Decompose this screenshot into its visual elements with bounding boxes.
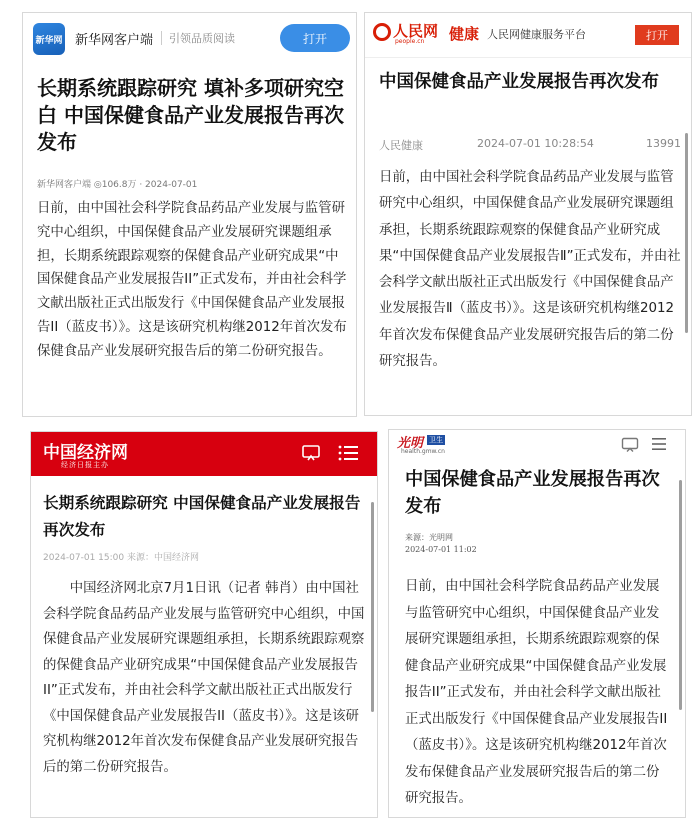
article-views: 13991 bbox=[646, 137, 681, 150]
article-body: 日前，由中国社会科学院食品药品产业发展与监管研究中心组织，中国保健食品产业发展研究课题组承担，长期系统跟踪观察的保健食品产业研究成果“中国保健食品产业发展报告Ⅱ”正式发布，并由社会科学文献出版社正式出版发行《中国保健食品产业发展报告Ⅱ（蓝皮书）》。这是该研究机构继2012年首次发布保健食品产业发展研究报告后的第二份研究报告。 bbox=[379, 170, 681, 370]
people-logo-mark bbox=[373, 23, 391, 41]
article-body: 日前，由中国社会科学院食品药品产业发展与监管研究中心组织，中国保健食品产业发展研究课题组承担，长期系统跟踪观察的保健食品产业研究成果“中国保健食品产业发展报告II”正式发布，并由社会科学文献出版社正式出版发行《中国保健食品产业发展报告II（蓝皮书）》。这是该研究机构继2012年首次发布保健食品产业发展研究报告后的第二份研究报告。 bbox=[37, 201, 347, 359]
gm-logo-text: 光明 bbox=[397, 436, 424, 451]
article-source: 来源：光明网 bbox=[405, 533, 453, 542]
article-meta: 2024-07-01 15:00 来源：中国经济网 bbox=[43, 553, 199, 563]
article-title: 长期系统跟踪研究 中国保健食品产业发展报告再次发布 bbox=[43, 494, 361, 539]
menu-icon[interactable] bbox=[337, 443, 359, 463]
screen-icon[interactable] bbox=[621, 436, 639, 454]
gm-logo-sub: health.gmw.cn bbox=[401, 448, 445, 455]
article-body: 日前，由中国社会科学院食品药品产业发展与监管研究中心组织，中国保健食品产业发展研究课题组承担，长期系统跟踪观察的保健食品产业研究成果“中国保健食品产业发展报告II”正式发布，并由社会科学文献出版社正式出版发行《中国保健食品产业发展报告II（蓝皮书）》。这是该研究机构继2012年首次发布保健食品产业发展研究报告后的第二份研究报告。 bbox=[405, 579, 668, 806]
article-title: 中国保健食品产业发展报告再次发布 bbox=[405, 469, 660, 517]
people-logo-text: 人民网 bbox=[393, 22, 439, 40]
screen-icon[interactable] bbox=[301, 443, 321, 463]
scrollbar[interactable] bbox=[679, 480, 682, 710]
xinhua-app-banner bbox=[23, 13, 356, 63]
article-datetime: 2024-07-01 10:28:54 bbox=[477, 137, 594, 150]
people-logo bbox=[373, 21, 441, 47]
guangming-screenshot bbox=[388, 429, 686, 818]
header-divider bbox=[365, 57, 691, 58]
banner-divider bbox=[161, 31, 162, 45]
open-app-button[interactable]: 打开 bbox=[635, 25, 679, 45]
gm-header bbox=[389, 430, 685, 460]
article-meta: 新华网客户端 ◎106.8万 · 2024-07-01 bbox=[37, 180, 198, 190]
article-datetime: 2024-07-01 11:02 bbox=[405, 545, 477, 554]
article-meta bbox=[405, 532, 477, 556]
xinhua-logo bbox=[33, 23, 65, 55]
people-logo-sub: people.cn bbox=[395, 38, 425, 45]
ce-logo-sub: 经济日报主办 bbox=[61, 461, 109, 469]
xinhua-screenshot bbox=[22, 12, 357, 417]
article-body: 中国经济网北京7月1日讯（记者 韩肖）由中国社会科学院食品药品产业发展与监管研究中心组织，中国保健食品产业发展研究课题组承担，长期系统跟踪观察的保健食品产业研究成果“中国保健食品产业发展报告II”正式发布，并由社会科学文献出版社正式出版发行《中国保健食品产业发展报告II（蓝皮书）》。这是该研究机构继2012年首次发布保健食品产业发展研究报告后的第二份研究报告。 bbox=[43, 581, 365, 775]
article-title: 中国保健食品产业发展报告再次发布 bbox=[379, 72, 659, 92]
ce-header-bar bbox=[31, 432, 377, 476]
article-title: 长期系统跟踪研究 填补多项研究空白 中国保健食品产业发展报告再次发布 bbox=[37, 76, 344, 154]
scrollbar[interactable] bbox=[371, 502, 374, 712]
xinhua-slogan: 引领品质阅读 bbox=[169, 32, 235, 45]
platform-name: 人民网健康服务平台 bbox=[487, 28, 586, 41]
section-name: 健康 bbox=[449, 25, 480, 43]
open-app-button[interactable]: 打开 bbox=[280, 24, 350, 52]
ce-net-screenshot bbox=[30, 431, 378, 818]
gm-logo bbox=[397, 434, 457, 456]
article-source: 人民健康 bbox=[379, 139, 423, 152]
menu-icon[interactable] bbox=[651, 436, 667, 452]
scrollbar[interactable] bbox=[685, 133, 688, 333]
gm-logo-badge: 卫生 bbox=[429, 436, 443, 444]
people-health-screenshot bbox=[364, 12, 692, 416]
xinhua-logo-text: 新华网 bbox=[35, 35, 63, 46]
ce-logo: 中国经济网 bbox=[43, 443, 128, 463]
people-app-banner bbox=[365, 13, 691, 53]
xinhua-app-name: 新华网客户端 bbox=[75, 33, 154, 48]
